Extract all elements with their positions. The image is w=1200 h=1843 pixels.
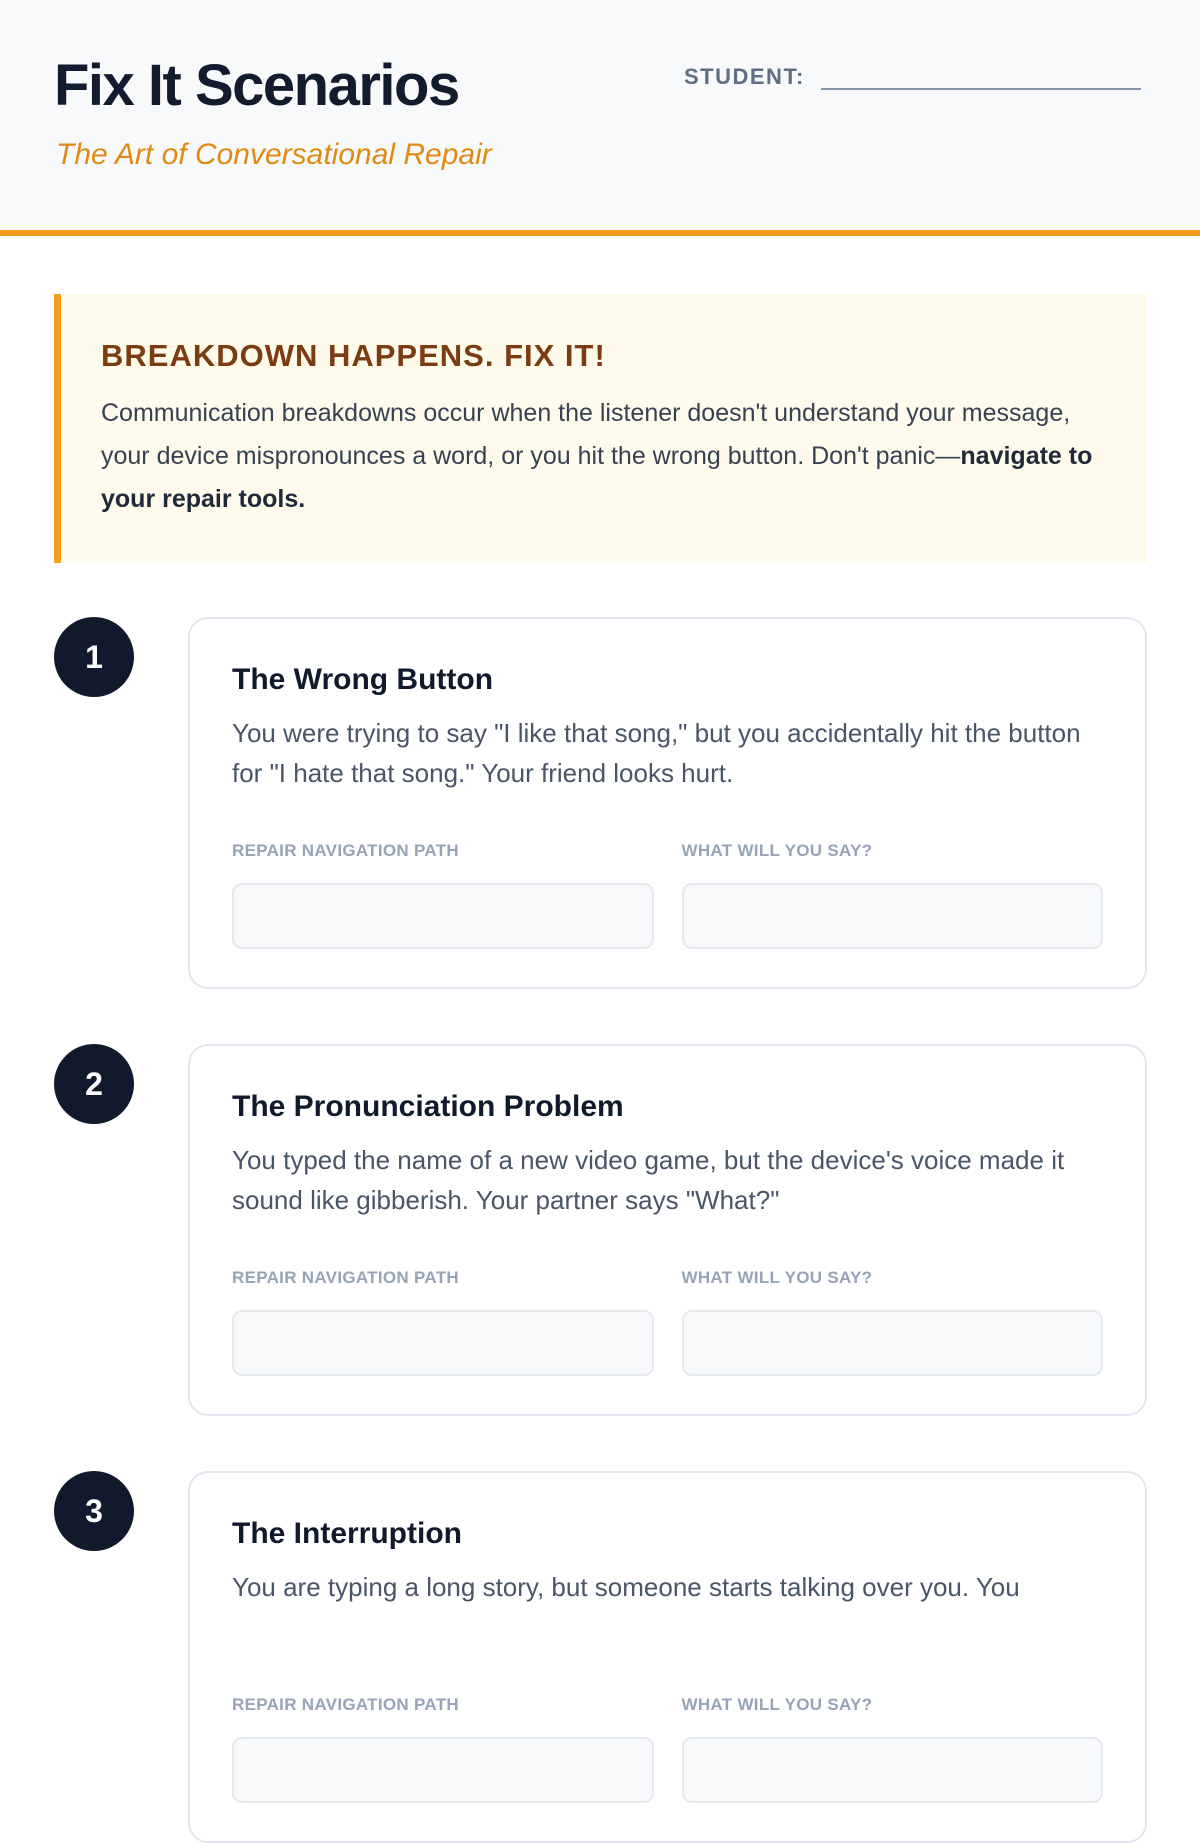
scenario-description: You typed the name of a new video game, but the device's voice made it sound like gibberish. Your partner says "What?" <box>232 1145 1065 1215</box>
repair-path-group <box>232 1695 654 1803</box>
callout-text-plain: Communication breakdowns occur when the listener doesn't understand your message, your device mispronounces a word, or you hit the wrong button. Don't panic— <box>101 399 1071 470</box>
what-will-you-say-group <box>682 1268 1104 1376</box>
student-name-field[interactable] <box>821 58 1141 90</box>
repair-path-group <box>232 1268 654 1376</box>
scenario-fields <box>232 1695 1103 1803</box>
page-header <box>0 0 1200 236</box>
callout-text <box>101 392 1107 521</box>
page-title: Fix It Scenarios <box>54 53 459 118</box>
scenario-card <box>188 1471 1147 1843</box>
repair-path-label: REPAIR NAVIGATION PATH <box>232 841 459 860</box>
what-will-you-say-input[interactable] <box>682 1310 1104 1376</box>
scenario-number-badge: 1 <box>54 617 134 697</box>
callout-title: BREAKDOWN HAPPENS. FIX IT! <box>101 338 606 373</box>
what-will-you-say-group <box>682 841 1104 949</box>
what-will-you-say-label: WHAT WILL YOU SAY? <box>681 1268 873 1287</box>
scenario-card <box>188 617 1147 989</box>
scenario-title: The Interruption <box>232 1517 462 1550</box>
repair-path-group <box>232 841 654 949</box>
student-name-block <box>684 58 1141 90</box>
scenario-fields <box>232 1268 1103 1376</box>
scenario-description: You were trying to say "I like that song," but you accidentally hit the button for "I hate that song." Your friend looks hurt. <box>232 718 1081 788</box>
repair-path-label: REPAIR NAVIGATION PATH <box>232 1268 459 1287</box>
repair-path-input[interactable] <box>232 1310 654 1376</box>
what-will-you-say-label: WHAT WILL YOU SAY? <box>681 1695 873 1714</box>
scenario-title: The Pronunciation Problem <box>232 1090 624 1123</box>
scenario-description: You are typing a long story, but someone starts talking over you. You <box>232 1572 1020 1602</box>
scenario-number-badge: 3 <box>54 1471 134 1551</box>
scenario-title: The Wrong Button <box>232 663 494 696</box>
student-label: STUDENT: <box>684 64 805 89</box>
scenario-card <box>188 1044 1147 1416</box>
scenario-number-badge: 2 <box>54 1044 134 1124</box>
page-subtitle: The Art of Conversational Repair <box>56 138 492 171</box>
repair-path-input[interactable] <box>232 883 654 949</box>
breakdown-callout <box>54 294 1147 563</box>
scenario-fields <box>232 841 1103 949</box>
what-will-you-say-group <box>682 1695 1104 1803</box>
repair-path-input[interactable] <box>232 1737 654 1803</box>
callout-text-bold: navigate to your repair tools. <box>101 442 1093 513</box>
repair-path-label: REPAIR NAVIGATION PATH <box>232 1695 459 1714</box>
what-will-you-say-label: WHAT WILL YOU SAY? <box>681 841 873 860</box>
what-will-you-say-input[interactable] <box>682 883 1104 949</box>
what-will-you-say-input[interactable] <box>682 1737 1104 1803</box>
